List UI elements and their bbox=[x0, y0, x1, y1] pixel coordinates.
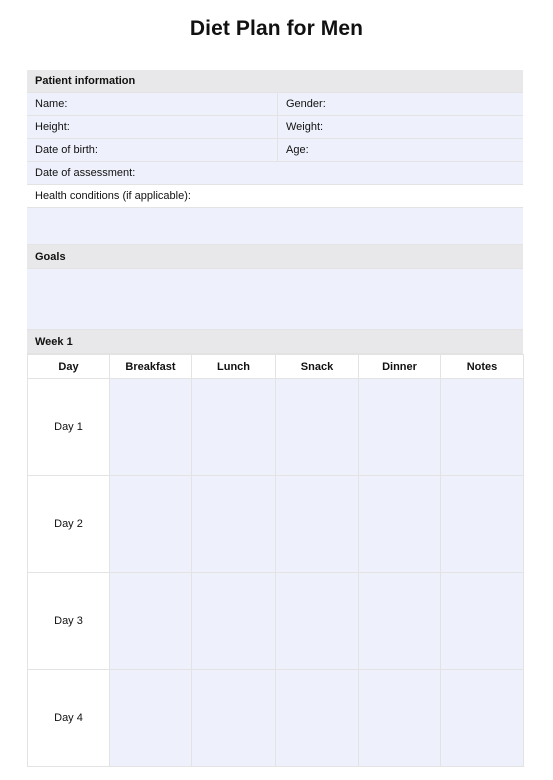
dinner-cell[interactable] bbox=[359, 573, 441, 670]
lunch-cell[interactable] bbox=[192, 670, 276, 767]
height-weight-row bbox=[27, 116, 523, 139]
snack-cell[interactable] bbox=[276, 379, 359, 476]
breakfast-cell[interactable] bbox=[110, 670, 192, 767]
conditions-label-cell bbox=[27, 185, 523, 207]
name-gender-row bbox=[27, 93, 523, 116]
name-label: Name: bbox=[35, 98, 68, 110]
dinner-cell[interactable] bbox=[359, 379, 441, 476]
height-label: Height: bbox=[35, 121, 70, 133]
breakfast-cell[interactable] bbox=[110, 379, 192, 476]
snack-cell[interactable] bbox=[276, 476, 359, 573]
weight-label: Weight: bbox=[286, 121, 324, 133]
page-title: Diet Plan for Men bbox=[189, 17, 364, 40]
name-field[interactable] bbox=[27, 93, 277, 115]
conditions-input[interactable] bbox=[27, 208, 523, 245]
breakfast-cell[interactable] bbox=[110, 573, 192, 670]
column-header-day: Day bbox=[28, 355, 110, 379]
lunch-cell[interactable] bbox=[192, 573, 276, 670]
table-row bbox=[28, 670, 524, 767]
snack-cell[interactable] bbox=[276, 670, 359, 767]
column-header-dinner: Dinner bbox=[359, 355, 441, 379]
gender-label: Gender: bbox=[286, 98, 326, 110]
notes-cell[interactable] bbox=[441, 476, 524, 573]
goals-heading: Goals bbox=[35, 250, 66, 263]
weight-field[interactable] bbox=[277, 116, 523, 138]
column-header-breakfast: Breakfast bbox=[110, 355, 192, 379]
conditions-label: Health conditions (if applicable): bbox=[35, 190, 191, 202]
dob-label: Date of birth: bbox=[35, 144, 98, 156]
goals-header bbox=[27, 245, 523, 269]
breakfast-cell[interactable] bbox=[110, 476, 192, 573]
notes-cell[interactable] bbox=[441, 573, 524, 670]
table-header-row bbox=[28, 355, 524, 379]
assessment-row bbox=[27, 162, 523, 185]
column-header-snack: Snack bbox=[276, 355, 359, 379]
goals-input[interactable] bbox=[27, 269, 523, 330]
assessment-label: Date of assessment: bbox=[35, 167, 136, 179]
table-row bbox=[28, 573, 524, 670]
age-label: Age: bbox=[286, 144, 309, 156]
lunch-cell[interactable] bbox=[192, 476, 276, 573]
assessment-date-field[interactable] bbox=[27, 162, 523, 184]
conditions-label-row bbox=[27, 185, 523, 208]
height-field[interactable] bbox=[27, 116, 277, 138]
week-meal-table bbox=[27, 354, 524, 767]
notes-cell[interactable] bbox=[441, 379, 524, 476]
age-field[interactable] bbox=[277, 139, 523, 161]
patient-info-heading: Patient information bbox=[35, 75, 136, 87]
column-header-lunch: Lunch bbox=[192, 355, 276, 379]
day-label: Day 4 bbox=[28, 670, 110, 767]
snack-cell[interactable] bbox=[276, 573, 359, 670]
dinner-cell[interactable] bbox=[359, 476, 441, 573]
table-row bbox=[28, 379, 524, 476]
notes-cell[interactable] bbox=[441, 670, 524, 767]
gender-field[interactable] bbox=[277, 93, 523, 115]
patient-info-header bbox=[27, 70, 523, 93]
day-label: Day 2 bbox=[28, 476, 110, 573]
week-heading: Week 1 bbox=[35, 335, 73, 348]
diet-plan-form bbox=[27, 70, 523, 767]
week-header bbox=[27, 330, 523, 354]
day-label: Day 3 bbox=[28, 573, 110, 670]
day-label: Day 1 bbox=[28, 379, 110, 476]
column-header-notes: Notes bbox=[441, 355, 524, 379]
dob-field[interactable] bbox=[27, 139, 277, 161]
table-row bbox=[28, 476, 524, 573]
lunch-cell[interactable] bbox=[192, 379, 276, 476]
dob-age-row bbox=[27, 139, 523, 162]
dinner-cell[interactable] bbox=[359, 670, 441, 767]
